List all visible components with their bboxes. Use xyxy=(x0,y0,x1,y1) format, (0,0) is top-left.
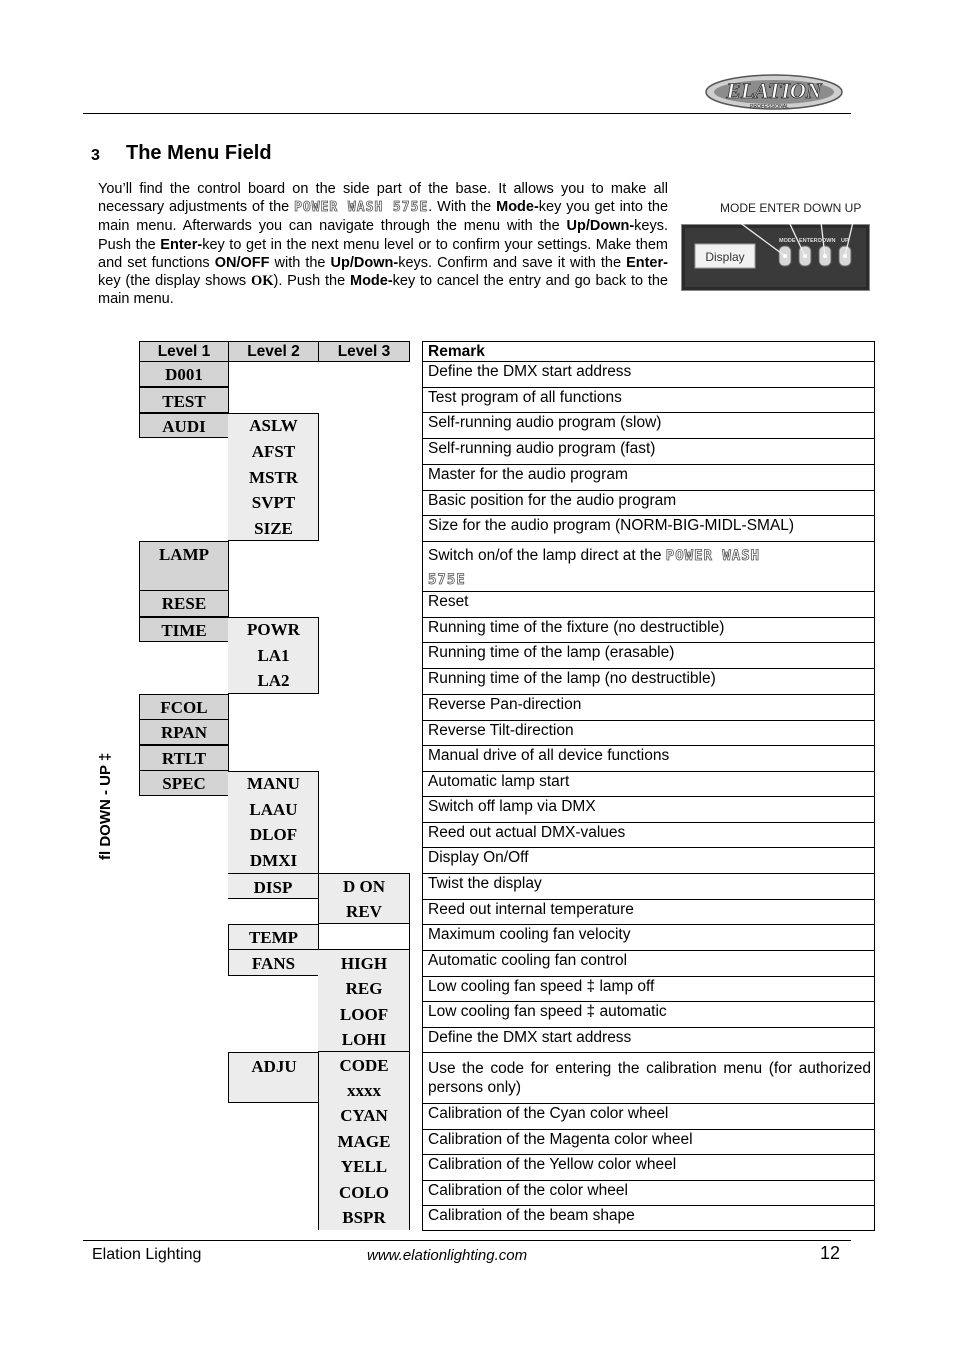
remark-row: Maximum cooling fan velocity xyxy=(422,924,875,951)
svg-text:DOWN: DOWN xyxy=(818,238,836,244)
remark-row: Automatic lamp start xyxy=(422,771,875,797)
remark-row: Master for the audio program xyxy=(422,464,875,491)
menu-dlof: DLOF xyxy=(249,825,298,844)
menu-audi: AUDI xyxy=(139,413,229,438)
remark-row: Calibration of the color wheel xyxy=(422,1180,875,1206)
menu-time: TIME xyxy=(139,617,229,642)
menu-afst: AFST xyxy=(251,442,296,461)
menu-rese: RESE xyxy=(139,591,229,617)
remark-row: Self-running audio program (fast) xyxy=(422,438,875,465)
remark-row: Reed out internal temperature xyxy=(422,899,875,925)
menu-powr: POWR xyxy=(247,620,300,639)
remark-row: Switch off lamp via DMX xyxy=(422,796,875,823)
menu-spec: SPEC xyxy=(139,771,229,796)
remark-row: Calibration of the Cyan color wheel xyxy=(422,1103,875,1130)
menu-cyan: CYAN xyxy=(340,1106,388,1125)
svg-text:MODE: MODE xyxy=(779,238,796,244)
menu-adju: ADJU xyxy=(228,1052,319,1103)
navigation-direction-label: fl DOWN - UP ‡ xyxy=(97,752,114,860)
remark-row: Test program of all functions xyxy=(422,387,875,413)
remark-row: Size for the audio program (NORM-BIG-MIDL-SMAL) xyxy=(422,515,875,542)
remark-row: Use the code for entering the calibration menu (for authorized persons only) xyxy=(422,1052,875,1104)
footer-rule xyxy=(83,1240,851,1241)
header-remark: Remark xyxy=(422,341,875,362)
menu-fans: FANS xyxy=(228,950,319,976)
menu-la2: LA2 xyxy=(257,671,290,690)
menu-fcol: FCOL xyxy=(139,694,229,720)
page-number: 12 xyxy=(820,1243,841,1263)
menu-yell: YELL xyxy=(340,1157,388,1176)
remark-row: Reed out actual DMX-values xyxy=(422,822,875,848)
menu-test: TEST xyxy=(139,387,229,413)
svg-text:ENTER: ENTER xyxy=(799,238,818,244)
menu-d-on: D ON xyxy=(342,877,386,896)
menu-colo: COLO xyxy=(338,1183,390,1202)
menu-high: HIGH xyxy=(340,954,388,973)
menu-mage: MAGE xyxy=(337,1132,391,1151)
header-level1: Level 1 xyxy=(139,341,229,362)
logo-subtitle: PROFESSIONAL xyxy=(750,104,789,110)
remark-row: Calibration of the Magenta color wheel xyxy=(422,1129,875,1155)
remark-row: Define the DMX start address xyxy=(422,1027,875,1053)
product-name: POWER WASH 575E xyxy=(294,200,429,216)
menu-la1: LA1 xyxy=(257,646,290,665)
menu-d001: D001 xyxy=(139,362,229,387)
intro-paragraph: You’ll find the control board on the side part of the base. It allows you to make all necessary adjustments of the POWER WASH 575E. With the Mode-key you get into the main menu. Afterwards you can navigate through the menu with the Up/Down-keys. Push the Enter-key to get in the next menu level or to confirm your settings. Make them and set functions ON/OFF with the Up/Down-keys. Confirm and save it with the Enter-key (the display shows OK). Push the Mode-key to cancel the entry and go back to the main menu. xyxy=(98,181,669,308)
elation-logo xyxy=(700,68,845,114)
menu-size: SIZE xyxy=(254,519,293,538)
menu-rpan: RPAN xyxy=(139,720,229,745)
remark-row: Display On/Off xyxy=(422,847,875,874)
remark-row: Manual drive of all device functions xyxy=(422,745,875,772)
menu-loof: LOOF xyxy=(339,1005,389,1024)
remark-row: Calibration of the Yellow color wheel xyxy=(422,1154,875,1181)
footer-website-link[interactable]: www.elationlighting.com xyxy=(367,1247,528,1264)
menu-manu: MANU xyxy=(247,774,300,793)
menu-aslw: ASLW xyxy=(249,416,298,435)
menu-dmxi: DMXI xyxy=(249,851,298,870)
remark-row: Switch on/of the lamp direct at the POWER WASH 575E xyxy=(422,541,875,592)
remark-row: Automatic cooling fan control xyxy=(422,950,875,977)
menu-mstr: MSTR xyxy=(248,468,299,487)
remark-row: Running time of the fixture (no destructible) xyxy=(422,617,875,643)
header-rule xyxy=(83,113,851,114)
remark-row: Twist the display xyxy=(422,873,875,900)
remark-row: Low cooling fan speed ‡ automatic xyxy=(422,1001,875,1028)
remark-row: Running time of the lamp (no destructible) xyxy=(422,668,875,695)
menu-bspr: BSPR xyxy=(342,1208,386,1227)
footer-company: Elation Lighting xyxy=(92,1246,202,1263)
menu-lamp: LAMP xyxy=(139,541,229,591)
logo-wordmark: ELATION xyxy=(726,78,822,103)
remark-row: Low cooling fan speed ‡ lamp off xyxy=(422,976,875,1002)
menu-svpt: SVPT xyxy=(251,493,296,512)
menu-rtlt: RTLT xyxy=(139,745,229,771)
menu-laau: LAAU xyxy=(249,800,298,819)
header-level3: Level 3 xyxy=(318,341,410,362)
section-title: The Menu Field xyxy=(126,142,272,164)
remark-row: Self-running audio program (slow) xyxy=(422,412,875,439)
menu-lohi: LOHI xyxy=(341,1030,387,1049)
menu-reg: REG xyxy=(345,979,383,998)
menu-xxxx: xxxx xyxy=(347,1081,381,1100)
remark-row: Basic position for the audio program xyxy=(422,490,875,516)
remark-row: Reverse Tilt-direction xyxy=(422,720,875,746)
menu-disp: DISP xyxy=(228,873,319,899)
display-label: Display xyxy=(705,250,745,264)
header-level2: Level 2 xyxy=(228,341,319,362)
menu-temp: TEMP xyxy=(228,924,319,950)
panel-key-labels: MODE ENTER DOWN UP xyxy=(720,201,862,215)
remark-row: Reset xyxy=(422,591,875,618)
menu-code: CODE xyxy=(339,1056,389,1075)
control-panel-illustration xyxy=(681,224,870,291)
remark-row: Calibration of the beam shape xyxy=(422,1205,875,1231)
remark-row: Reverse Pan-direction xyxy=(422,694,875,721)
remark-row: Running time of the lamp (erasable) xyxy=(422,642,875,669)
section-number: 3 xyxy=(91,147,100,164)
menu-rev: REV xyxy=(346,902,382,921)
svg-text:UP: UP xyxy=(841,238,849,244)
remark-row: Define the DMX start address xyxy=(422,362,875,388)
